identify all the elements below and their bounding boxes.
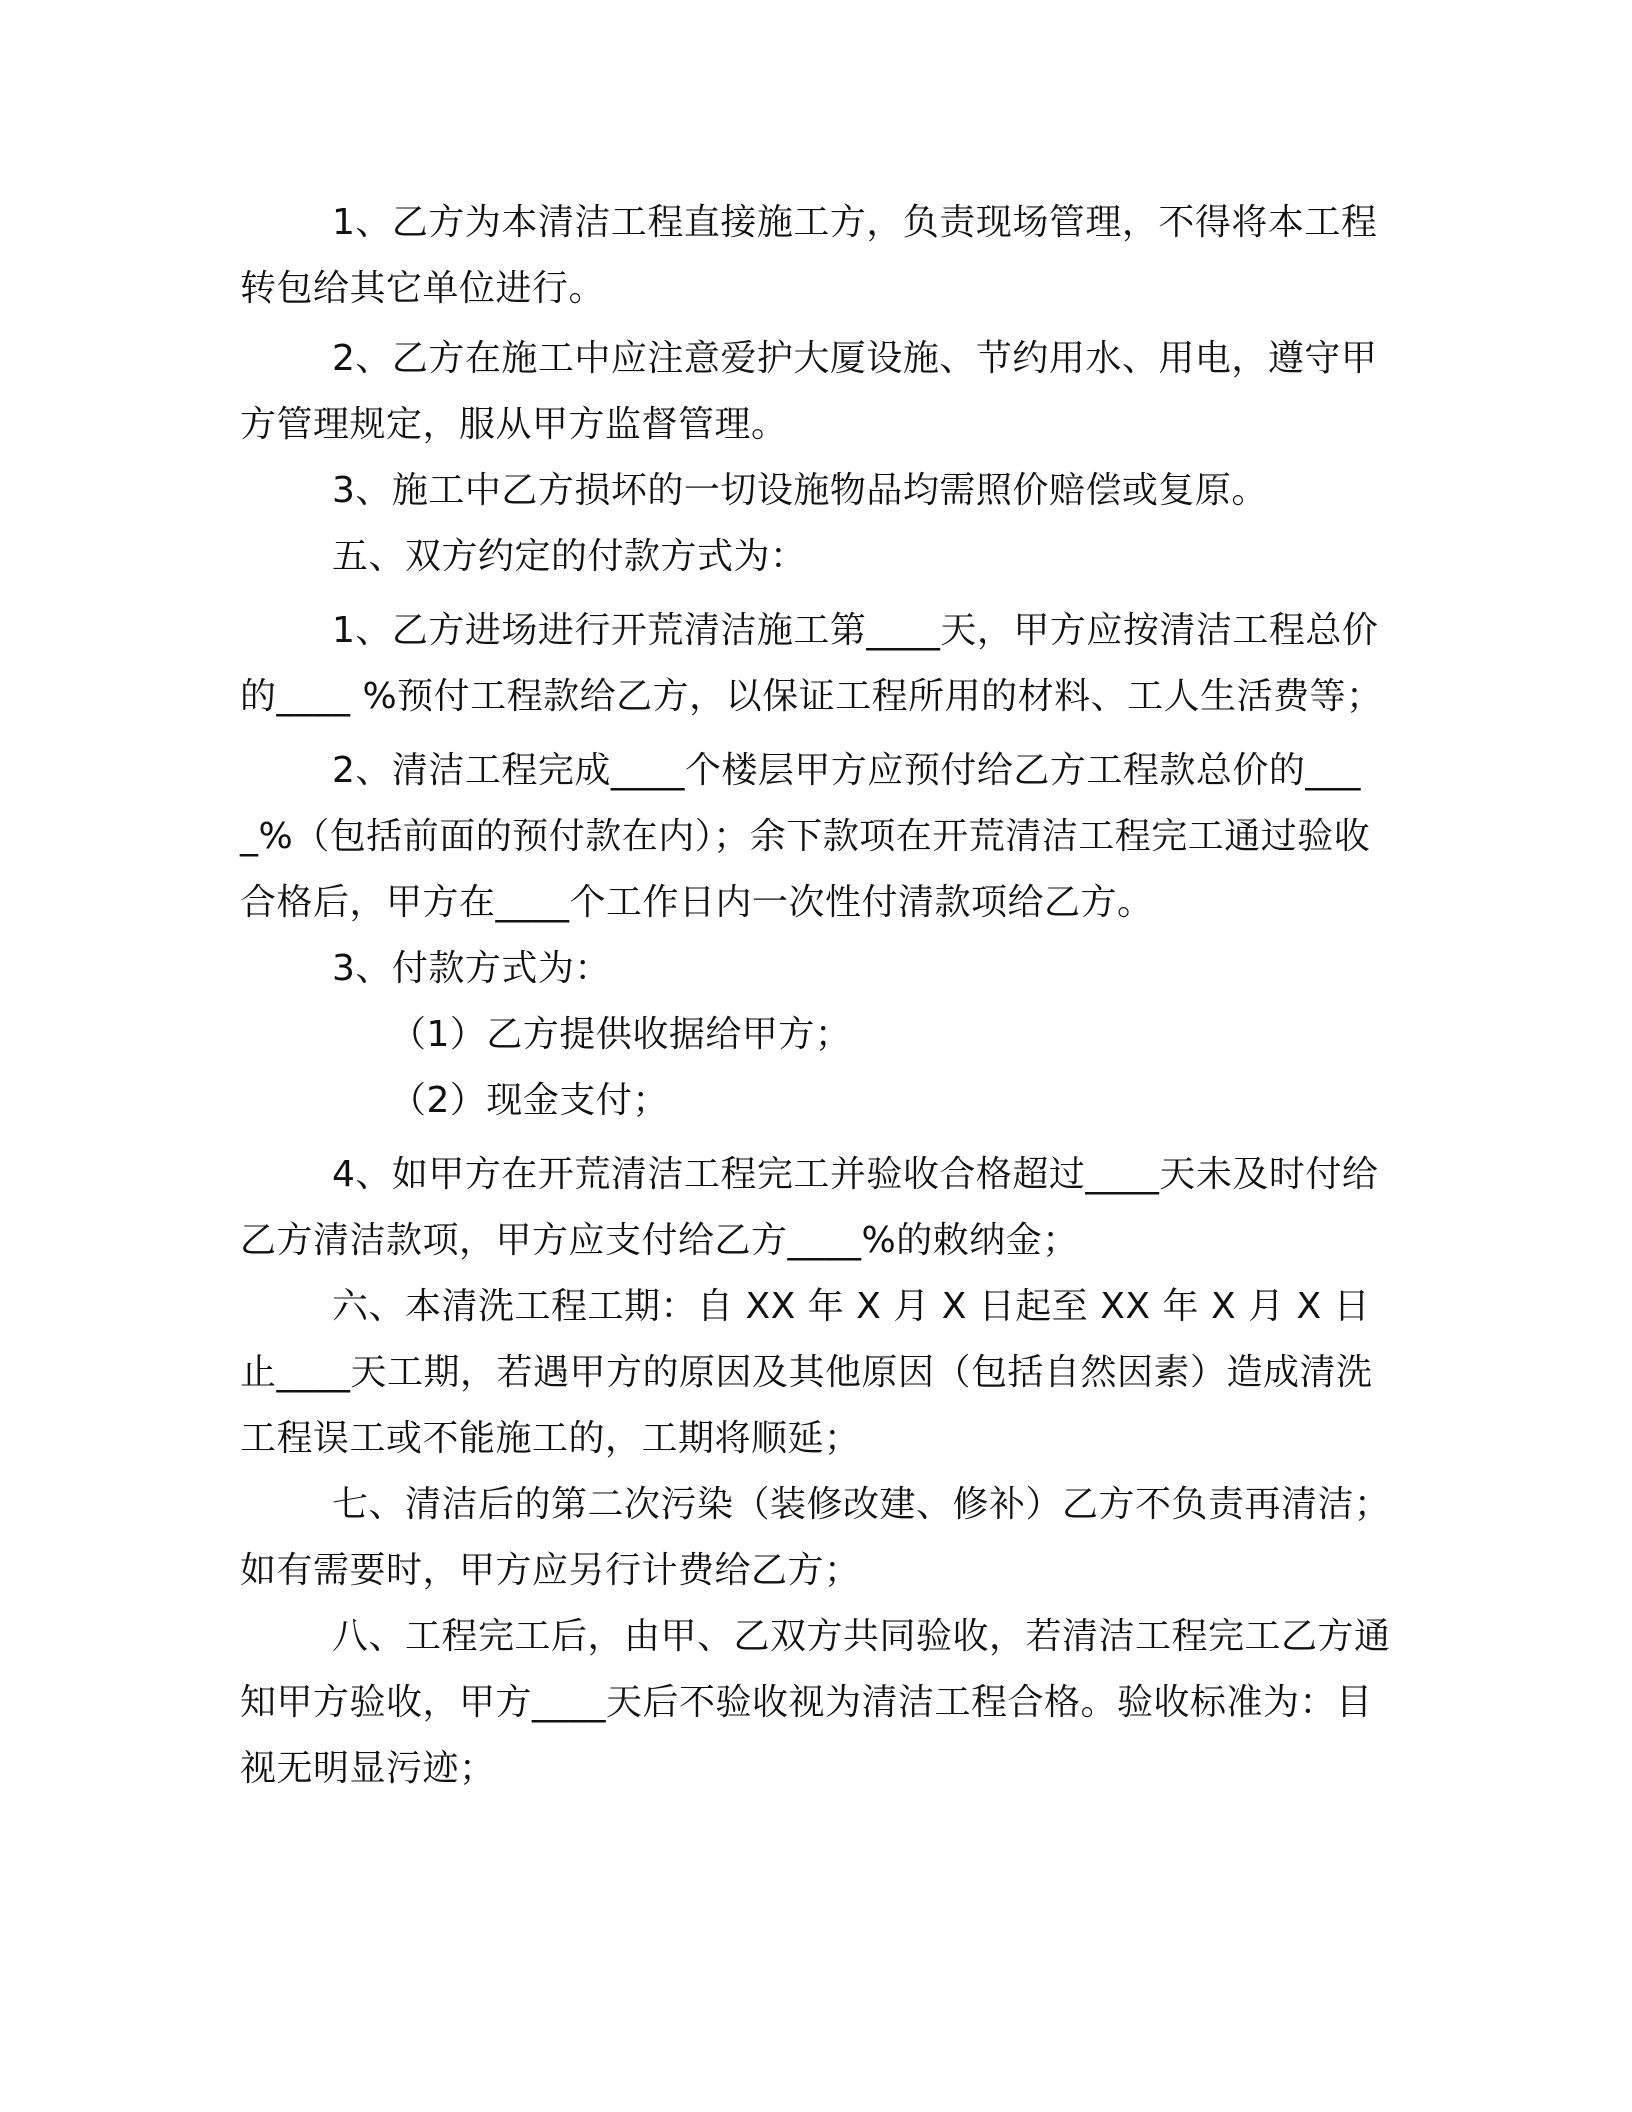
- payment-clause-1: 1、乙方进场进行开荒清洁施工第____天，甲方应按清洁工程总价的____ %预付工程款给乙方，以保证工程所用的材料、工人生活费等；: [240, 610, 1383, 717]
- section-heading-6: 六、本清洗工程工期：自 XX 年 X 月 X 日起至 XX 年 X 月 X 日止____天工期，若遇甲方的原因及其他原因（包括自然因素）造成清洗工程误工或不能施工的，工期将顺延；: [240, 1286, 1373, 1459]
- section-heading-7: 七、清洁后的第二次污染（装修改建、修补）乙方不负责再清洁；如有需要时，甲方应另行计费给乙方；: [240, 1484, 1391, 1591]
- section-heading-8: 八、工程完工后，由甲、乙双方共同验收，若清洁工程完工乙方通知甲方验收，甲方____天后不验收视为清洁工程合格。验收标准为：目视无明显污迹；: [240, 1616, 1391, 1789]
- payment-method-1: （1）乙方提供收据给甲方；: [390, 1014, 852, 1055]
- section-heading-5: 五、双方约定的付款方式为：: [332, 536, 807, 577]
- payment-clause-3: 3、付款方式为：: [332, 948, 611, 989]
- clause-paragraph-2: 2、乙方在施工中应注意爱护大厦设施、节约用水、用电，遵守甲方管理规定，服从甲方监督管理。: [240, 338, 1378, 445]
- clause-paragraph-3: 3、施工中乙方损坏的一切设施物品均需照价赔偿或复原。: [332, 470, 1268, 511]
- document-page: [240, 190, 1400, 1802]
- clause-paragraph-1: 1、乙方为本清洁工程直接施工方，负责现场管理，不得将本工程转包给其它单位进行。: [240, 202, 1378, 309]
- payment-method-2: （2）现金支付；: [390, 1080, 669, 1121]
- payment-clause-2: 2、清洁工程完成____个楼层甲方应预付给乙方工程款总价的____%（包括前面的预付款在内）；余下款项在开荒清洁工程完工通过验收合格后，甲方在____个工作日内一次性付清款项给乙方。: [240, 750, 1371, 923]
- payment-clause-4: 4、如甲方在开荒清洁工程完工并验收合格超过____天未及时付给乙方清洁款项，甲方应支付给乙方____%的敕纳金；: [240, 1154, 1379, 1261]
